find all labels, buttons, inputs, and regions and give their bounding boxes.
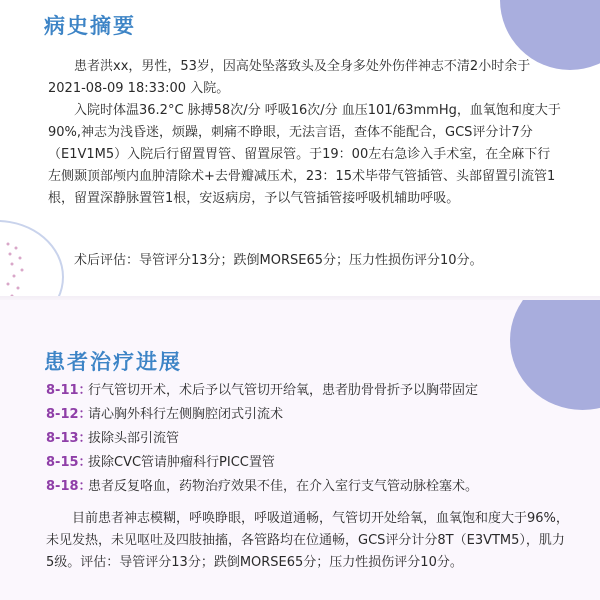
treatment-progress-panel: [0, 300, 600, 600]
progress-text: 拔除头部引流管: [88, 431, 180, 446]
progress-date: 8-12：: [46, 407, 92, 422]
progress-text: 请心胸外科行左侧胸腔闭式引流术: [88, 407, 284, 422]
list-item: [46, 380, 566, 404]
list-item: [46, 404, 566, 428]
history-paragraph-1: 患者洪xx，男性，53岁，因高处坠落致头及全身多处外伤伴神志不清2小时余于2021-08-09 18:33:00 入院。: [48, 59, 531, 96]
progress-date: 8-15：: [46, 455, 92, 470]
progress-text: 患者反复咯血，药物治疗效果不佳，在介入室行支气管动脉栓塞术。: [88, 479, 479, 494]
list-item: [46, 452, 566, 476]
progress-date: 8-11：: [46, 383, 92, 398]
history-paragraph-2: 入院时体温36.2°C 脉搏58次/分 呼吸16次/分 血压101/63mmHg，血氧饱和度大于90%,神志为浅昏迷，烦躁，刺痛不睁眼，无法言语，查体不能配合，GCS评分计7分（E1V1M5）入院后行留置胃管、留置尿管。于19：00左右急诊入手术室，在全麻下行左侧颞顶部颅内血肿清除术+去骨瓣减压术，23：15术毕带气管插管、头部留置引流管1根，留置深静脉置管1根，安返病房，予以气管插管接呼吸机辅助呼吸。: [48, 103, 561, 206]
progress-date: 8-18：: [46, 479, 92, 494]
list-item: [46, 476, 566, 500]
decorative-dots: [2, 238, 32, 300]
progress-text: 拔除CVC管请肿瘤科行PICC置管: [88, 455, 275, 470]
progress-text: 行气管切开术，术后予以气管切开给氧，患者肋骨骨折予以胸带固定: [88, 383, 479, 398]
history-title: 病史摘要: [44, 14, 136, 38]
list-item: [46, 428, 566, 452]
progress-date: 8-13：: [46, 431, 92, 446]
progress-list: [46, 380, 566, 500]
current-status-paragraph: 目前患者神志模糊，呼唤睁眼，呼吸道通畅，气管切开处给氧，血氧饱和度大于96%，未见发热，未见呕吐及四肢抽搐，各管路均在位通畅，GCS评分计分8T（E3VTM5），肌力5级。评估：导管评分13分；跌倒MORSE65分；压力性损伤评分10分。: [46, 511, 569, 570]
history-paragraph-3: 术后评估：导管评分13分；跌倒MORSE65分；压力性损伤评分10分。: [74, 253, 483, 268]
progress-title: 患者治疗进展: [44, 350, 182, 374]
